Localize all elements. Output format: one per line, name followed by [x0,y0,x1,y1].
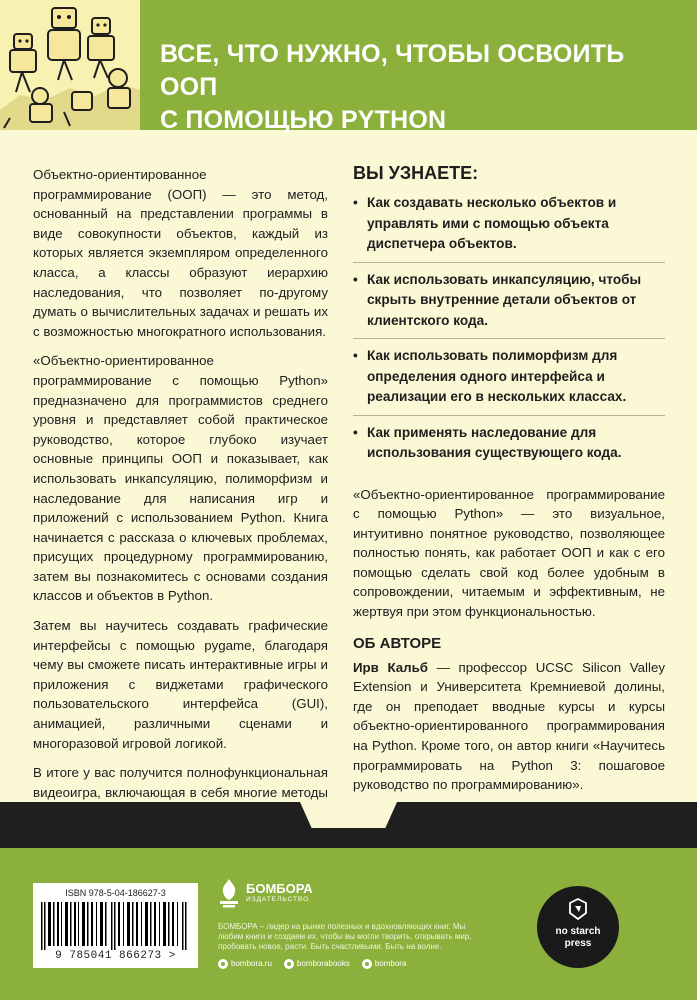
description-paragraph-3: Затем вы научитесь создавать графические интерфейсы с помощью pygame, благодаря чему вы сможете писать интерактивные игры и приложения с виджетами графического пользовательского интерфейса (GUI), анимацией, различными сценами и многоразовой игровой логикой. [33,618,328,751]
globe-icon [218,959,228,969]
bullet-icon: • [353,271,358,287]
list-item-text: Как создавать несколько объектов и управлять ими с помощью объекта диспетчера объектов. [367,195,617,251]
publisher-logo [218,878,498,908]
learn-heading: ВЫ УЗНАЕТЕ: [353,163,479,183]
social-telegram-label: bombora [374,959,407,968]
publisher-description: БОМБОРА – лидер на рынке полезных и вдохновляющих книг. Мы любим книги и создаем их, чтобы вы могли творить, открывать мир, пробовать новое, расти. Быть счастливыми. Быть на волне. [218,922,472,951]
no-starch-line-1: no starch [555,926,601,937]
description-paragraph-1: Объектно-ориентированное программирование (ООП) — это метод, основанный на представлении программы в виде совокупности объектов, каждый из которых является экземпляром определенного класса, а классы образуют иерархию наследования, что позволяет по-другому думать о вычислительных задачах и решать их с возможностью многократного использования. [33,167,328,339]
description-paragraph-4: В итоге у вас получится полнофункциональная видеоигра, включающая в себя многие методы [33,765,328,800]
about-paragraph [353,658,665,795]
telegram-icon [362,959,372,969]
description-column [33,165,328,871]
barcode-digits: 9 785041 866273 > [55,950,176,962]
publisher-block [218,878,498,969]
publisher-name: БОМБОРА [246,881,313,896]
publisher-socials [218,959,498,969]
vk-icon [284,959,294,969]
list-item [353,270,665,340]
social-telegram[interactable] [362,959,407,969]
cover-illustration [0,0,140,130]
barcode-icon [41,902,189,950]
list-item-text: Как применять наследование для использования существующего кода. [367,424,622,460]
bombora-logo-icon [218,878,240,908]
bullet-icon: • [353,195,358,210]
headline-line-2: С ПОМОЩЬЮ PYTHON [160,106,447,134]
description-paragraph-2: «Объектно-ориентированное программирование с помощью Python» предназначено для программистов среднего уровня и представляет собой практическое руководство, которое глубоко изучает основные принципы ООП и показывает, как использовать инкапсуляцию, полиморфизм и наследование для написания игр и приложений с использованием Python. Книга начинается с рассказа о ключевых проблемах, присущих процедурному программированию, затем вы познакомитесь с основами создания классов и объектов в Python. [33,353,328,604]
barcode-block [33,883,198,968]
author-bio: — профессор UCSC Silicon Valley Extension и Университета Кремниевой долины, где он преподает вводные курсы и курсы объектно-ориентированного программирования на Python. Кроме того, он автор книги «Научитесь программировать на Python 3: пошаговое руководство по программированию». [353,659,665,793]
no-starch-text [537,926,619,950]
tab-notch [300,802,397,828]
cover-headline [160,38,680,137]
list-item-text: Как использовать инкапсуляцию, чтобы скрыть внутренние детали объектов от клиентского кода. [367,271,642,328]
no-starch-press-badge [537,886,619,968]
no-starch-logo-icon [568,898,588,920]
social-site-label: bombora.ru [231,959,272,968]
bullet-icon: • [353,424,358,440]
headline-line-1: ВСЕ, ЧТО НУЖНО, ЧТОБЫ ОСВОИТЬ ООП [160,40,625,101]
list-item [353,346,665,416]
social-site[interactable] [218,959,272,969]
list-item-text: Как использовать полиморфизм для определения одного интерфейса и реализации его в нескольких классах. [367,348,627,404]
publisher-subtitle: ИЗДАТЕЛЬСТВО [246,896,310,903]
social-vk-label: bomborabooks [296,959,350,968]
robots-illustration-icon [0,0,140,130]
list-item [353,193,665,263]
bullet-icon: • [353,348,358,363]
summary-paragraph: «Объектно-ориентированное программирование с помощью Python» — это визуальное, интуитивно понятное руководство, позволяющее полностью понять, как работает ООП и как с его помощью сделать свой код более удобным в сопровождении, читаемым и эффективным, не жертвуя при этом функциональностью. [353,486,665,620]
no-starch-line-2: press [564,938,592,949]
learn-list [353,193,665,471]
isbn-text: ISBN 978-5-04-186627-3 [65,888,166,898]
highlights-column [353,162,665,807]
author-name: Ирв Кальб [353,659,428,675]
list-item [353,423,665,471]
about-heading: ОБ АВТОРЕ [353,634,442,652]
social-vk[interactable] [284,959,350,969]
